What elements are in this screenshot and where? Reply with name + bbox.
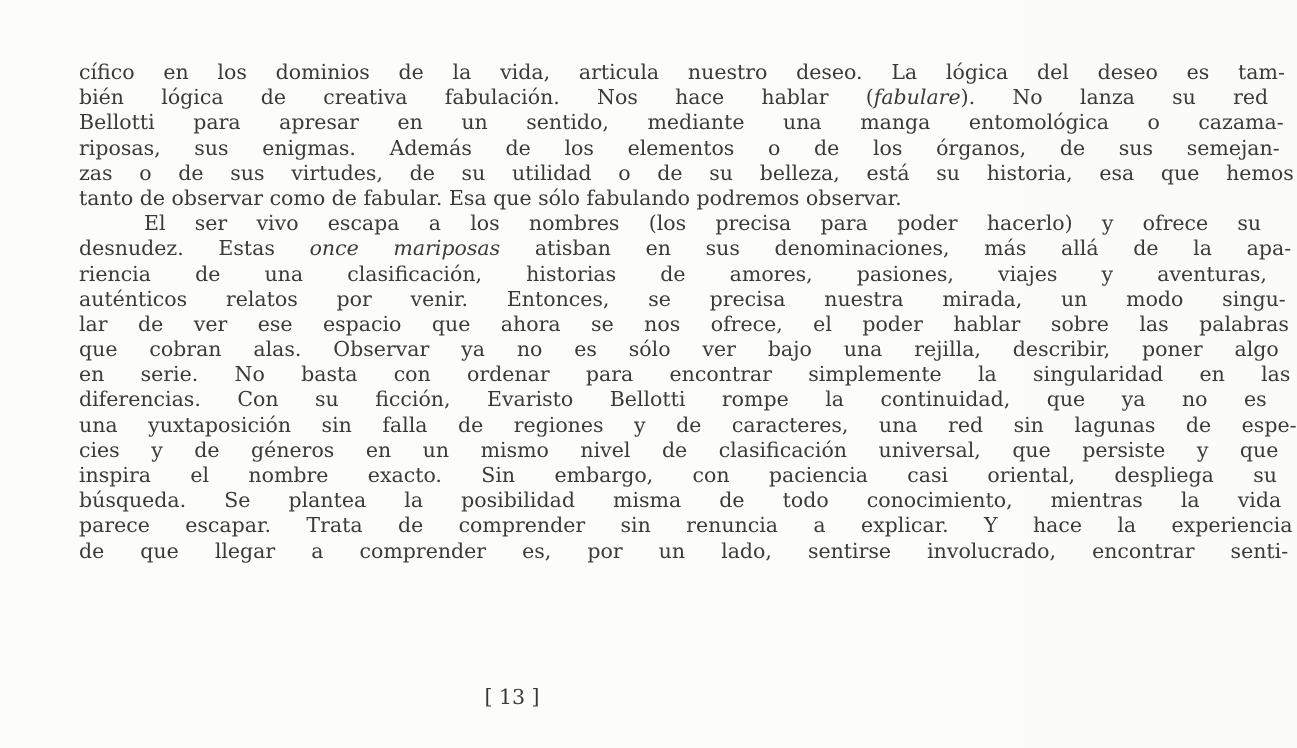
text-line: inspira el nombre exacto. Sin embargo, con paciencia casi oriental, despliega su: [79, 463, 1277, 487]
text-line: una yuxtaposición sin falla de regiones y de caracteres, una red sin lagunas de espe-: [79, 412, 1297, 437]
text-span: bién lógica de creativa fabulación. Nos hace hablar (: [79, 85, 874, 110]
text-line: [79, 85, 1269, 110]
text-span: atisban en sus denominaciones, más allá de la apa-: [500, 236, 1292, 261]
text-line: [79, 236, 1292, 261]
text-line: riencia de una clasificación, historias de amores, pasiones, viajes y aventuras,: [79, 261, 1267, 286]
text-line: Bellotti para apresar en un sentido, mediante una manga entomológica o cazama-: [79, 110, 1284, 135]
text-line: El ser vivo escapa a los nombres (los precisa para poder hacerlo) y ofrece su: [144, 211, 1262, 236]
text-line: búsqueda. Se plantea la posibilidad misma de todo conocimiento, mientras la vida: [79, 488, 1282, 513]
text-line: de que llegar a comprender es, por un lado, sentirse involucrado, encontrar senti-: [79, 538, 1289, 563]
italic-term: fabulare: [873, 85, 961, 110]
text-line: zas o de sus virtudes, de su utilidad o de su belleza, está su historia, esa que hemos: [79, 160, 1294, 185]
text-line: que cobran alas. Observar ya no es sólo ver bajo una rejilla, describir, poner algo: [79, 337, 1279, 362]
italic-title: once mariposas: [309, 236, 501, 261]
text-line: lar de ver ese espacio que ahora se nos ofrece, el poder hablar sobre las palabras: [79, 311, 1289, 336]
text-line: cífico en los dominios de la vida, articula nuestro deseo. La lógica del deseo es tam-: [79, 60, 1285, 84]
text-line: riposas, sus enigmas. Además de los elementos o de los órganos, de sus semejan-: [79, 135, 1280, 160]
text-line: tanto de observar como de fabular. Esa que sólo fabulando podremos observar.: [79, 185, 902, 210]
body-text: [79, 60, 1297, 564]
text-line: auténticos relatos por venir. Entonces, se precisa nuestra mirada, un modo singu-: [79, 286, 1286, 311]
text-line: en serie. No basta con ordenar para encontrar simplemente la singularidad en las: [79, 362, 1291, 387]
text-line: diferencias. Con su ficción, Evaristo Bellotti rompe la continuidad, que ya no es: [79, 387, 1267, 412]
text-span: desnudez. Estas: [79, 236, 310, 261]
page-number: [ 13 ]: [484, 685, 540, 709]
text-span: ). No lanza su red: [960, 85, 1269, 110]
text-line: parece escapar. Trata de comprender sin renuncia a explicar. Y hace la experiencia: [79, 513, 1293, 538]
text-line: cies y de géneros en un mismo nivel de clasificación universal, que persiste y que: [79, 437, 1279, 462]
